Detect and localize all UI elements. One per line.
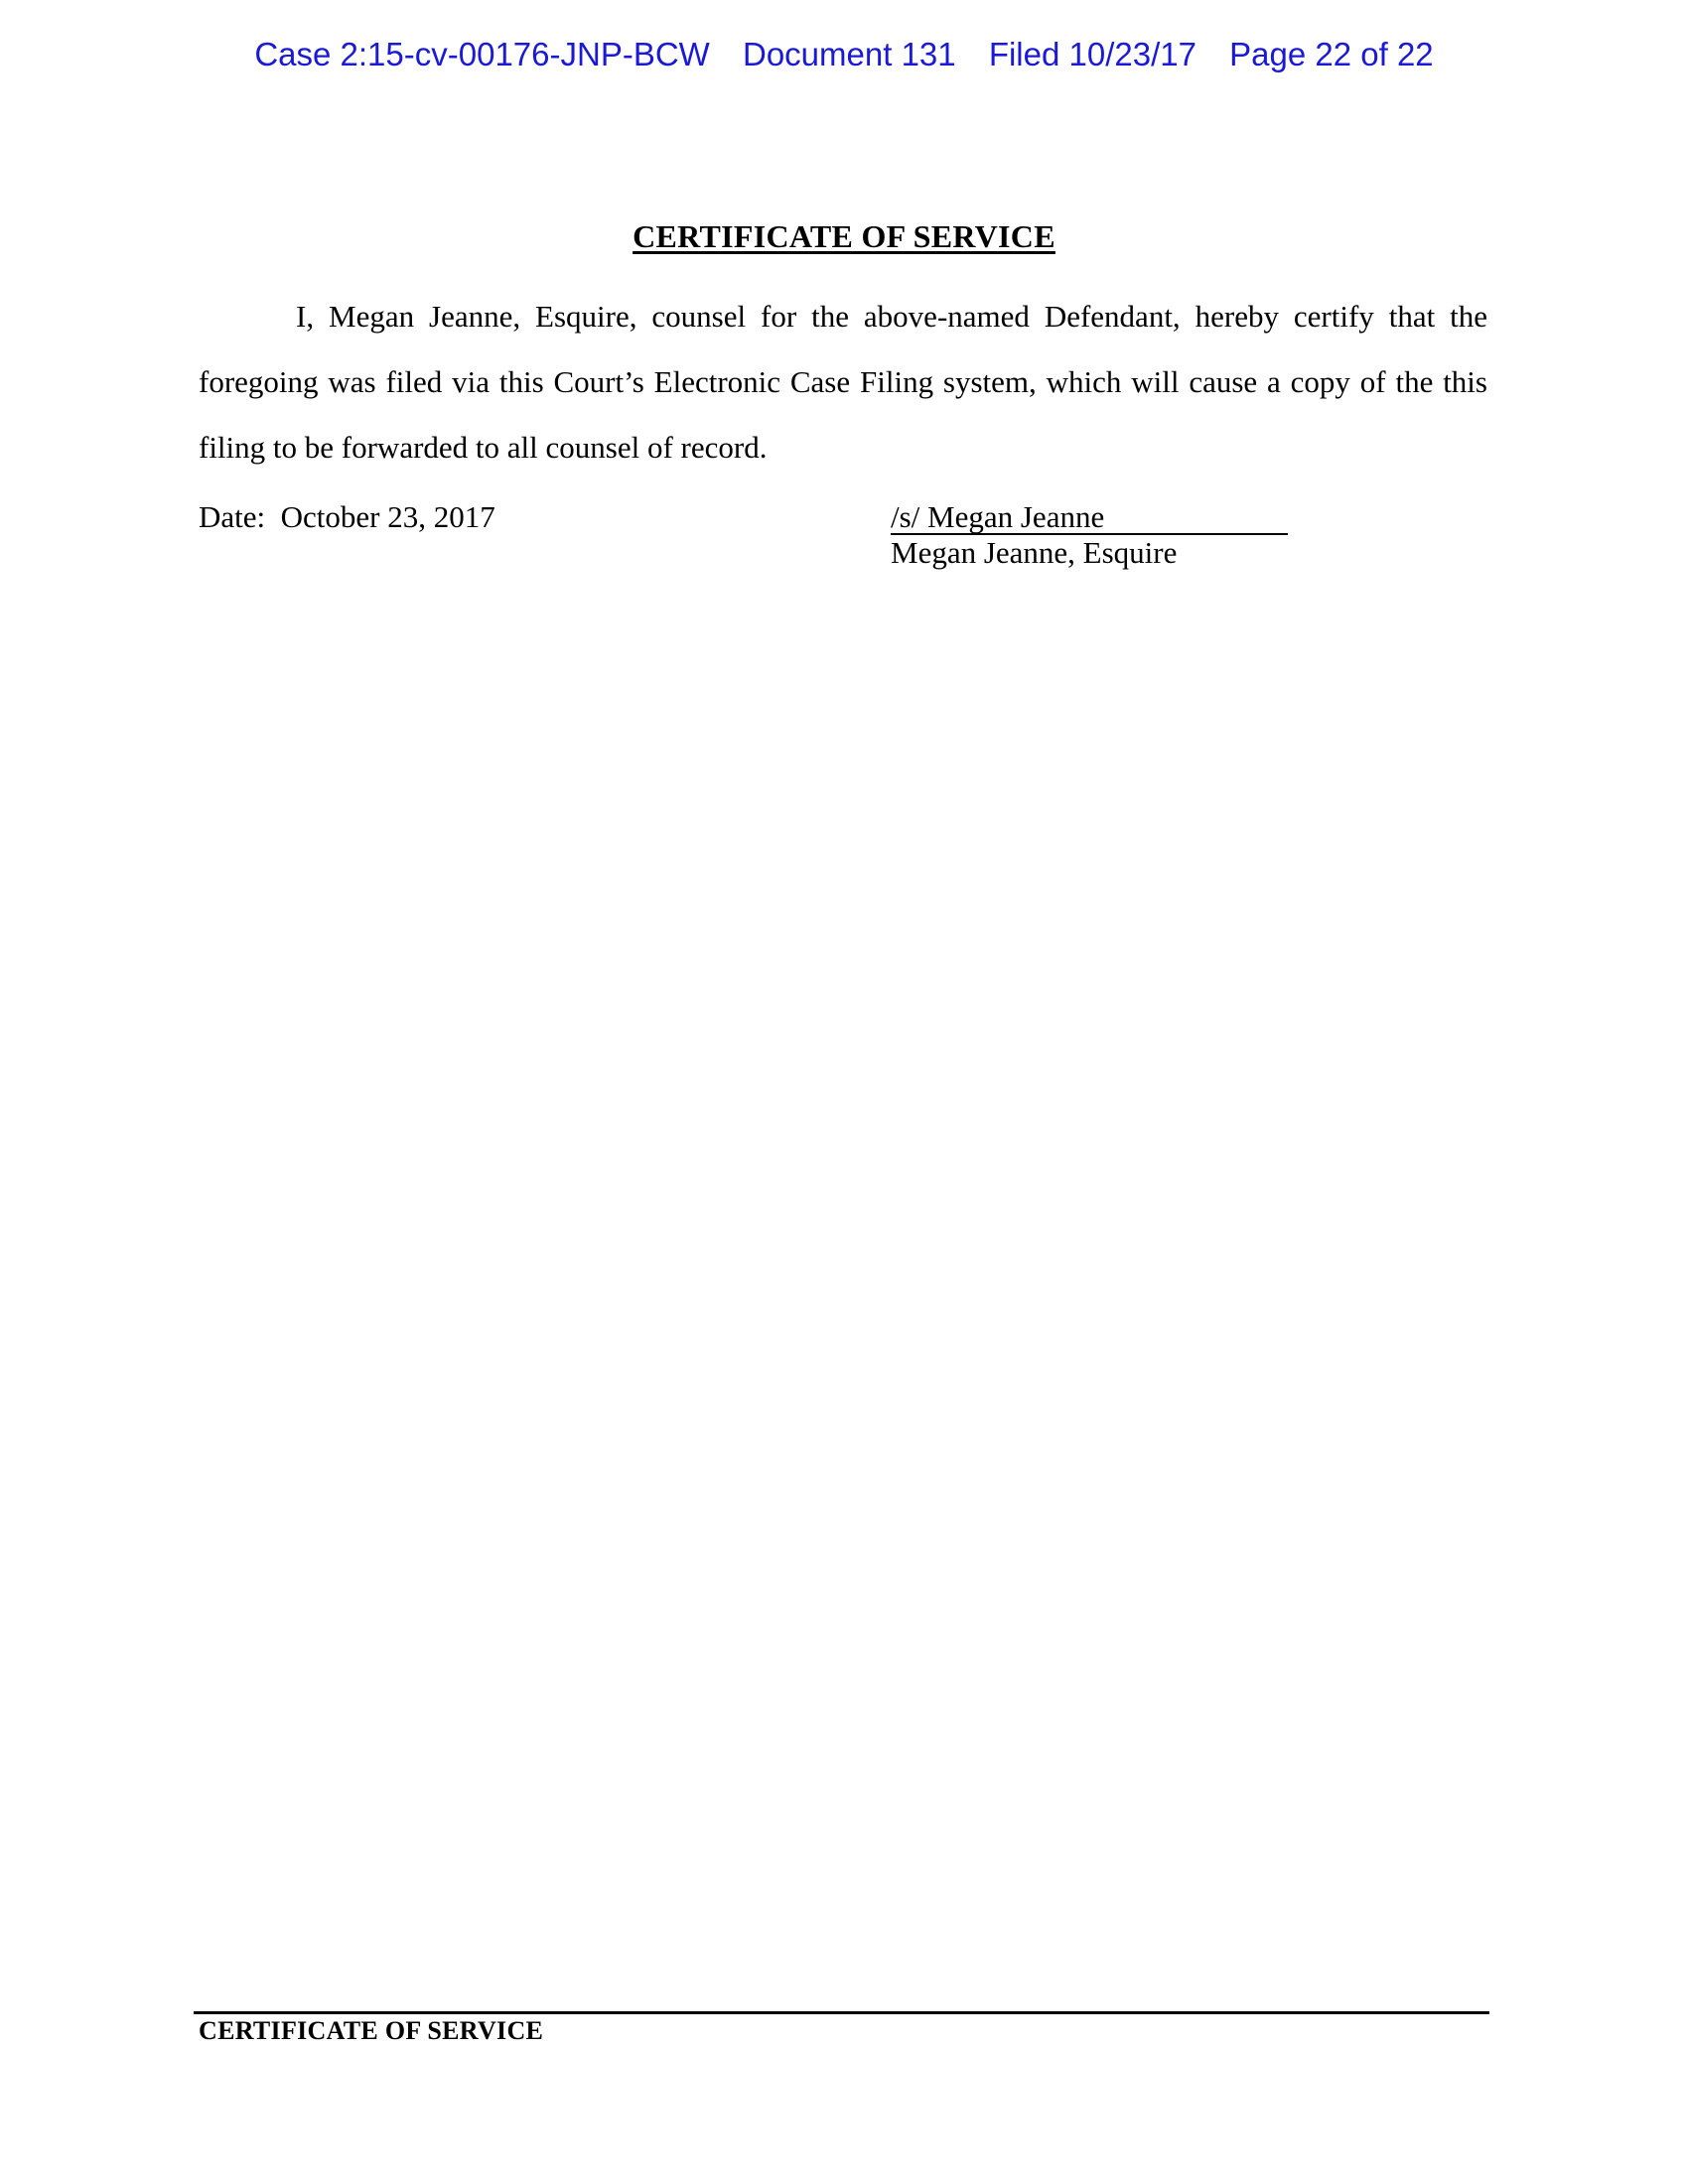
footer-title: CERTIFICATE OF SERVICE [199,2016,544,2045]
footer-divider [194,2011,1489,2014]
ecf-filing-header [0,36,1688,73]
signature-line: /s/ Megan Jeanne [891,501,1288,535]
date-line: Date: October 23, 2017 [199,499,495,534]
case-number: Case 2:15-cv-00176-JNP-BCW [254,36,710,72]
document-number: Document 131 [743,36,956,72]
signature-block [891,499,1288,571]
filed-date: Filed 10/23/17 [988,36,1196,72]
page-count: Page 22 of 22 [1229,36,1434,72]
document-title: CERTIFICATE OF SERVICE [633,218,1055,254]
signer-name: Megan Jeanne, Esquire [891,535,1178,570]
certification-paragraph: I, Megan Jeanne, Esquire, counsel for the above-named Defendant, hereby certify that the foregoing was filed via this Court’s Electronic Case Filing system, which will cause a copy of the this filing to be forwarded to all counsel of record. [199,299,1487,465]
